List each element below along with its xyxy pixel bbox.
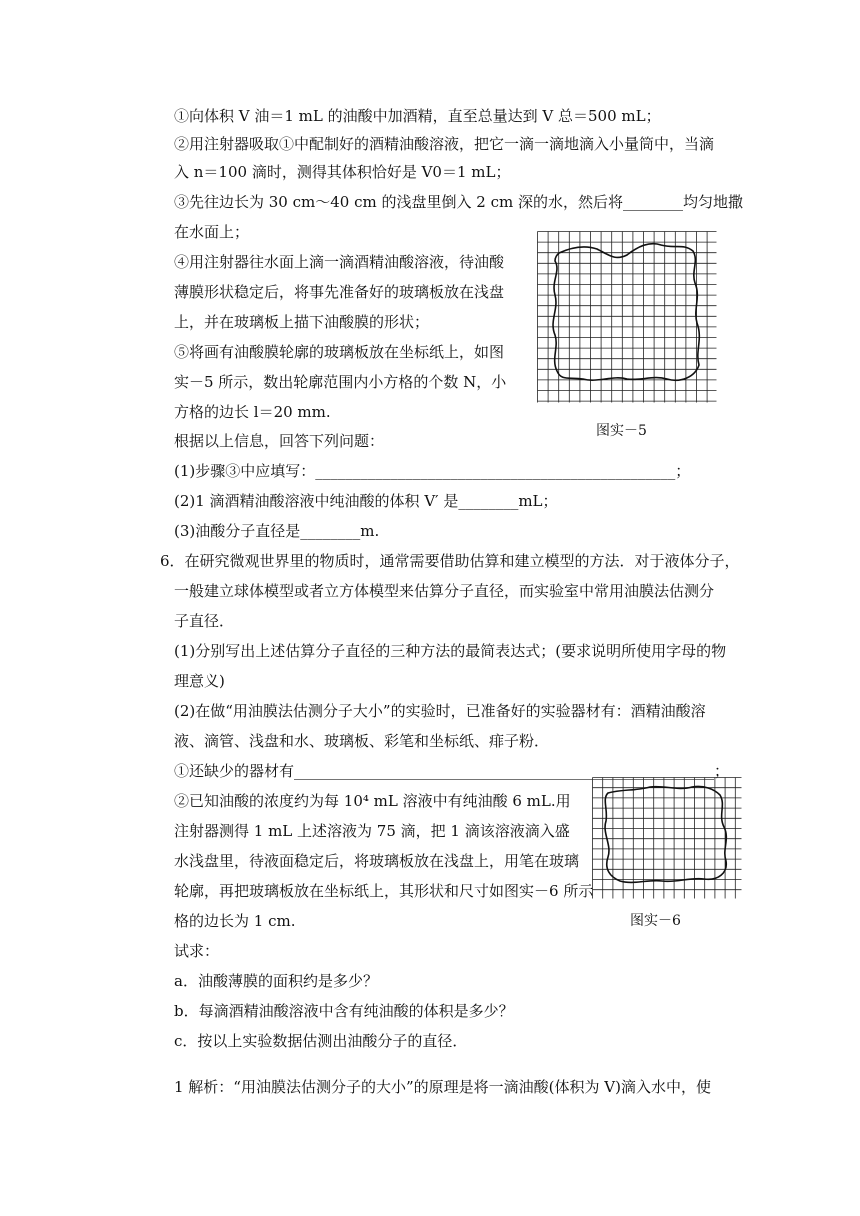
text-line: a．油酸薄膜的面积约是多少？ <box>174 972 378 990</box>
text-line: (2)1 滴酒精油酸溶液中纯油酸的体积 V′ 是________mL； <box>174 492 558 510</box>
text-line: 一般建立球体模型或者立方体模型来估算分子直径，而实验室中常用油膜法估测分 <box>174 582 715 600</box>
figure-6-grid <box>592 777 742 899</box>
figure-5-grid <box>537 231 717 403</box>
text-line: 格的边长为 1 cm. <box>174 912 296 930</box>
text-line: 在水面上； <box>174 223 250 241</box>
text-line: 根据以上信息，回答下列问题： <box>174 432 385 450</box>
text-line: 注射器测得 1 mL 上述溶液为 75 滴，把 1 滴该溶液滴入盛 <box>174 822 570 840</box>
text-line: c．按以上实验数据估测出油酸分子的直径． <box>174 1032 468 1050</box>
text-line: 子直径． <box>174 612 235 630</box>
text-line: b．每滴酒精油酸溶液中含有纯油酸的体积是多少？ <box>174 1002 514 1020</box>
text-line: ①还缺少的器材有________________________________________________________； <box>174 762 730 780</box>
text-line: 轮廓，再把玻璃板放在坐标纸上，其形状和尺寸如图实－6 所示 <box>174 882 594 900</box>
figure-5-caption: 图实－5 <box>596 423 647 439</box>
text-line: 入 n＝100 滴时，测得其体积恰好是 V0＝1 mL； <box>174 163 511 181</box>
text-line: ⑤将画有油酸膜轮廓的玻璃板放在坐标纸上，如图 <box>174 343 505 361</box>
oil-film-outline <box>553 244 699 381</box>
text-line: 实－5 所示，数出轮廓范围内小方格的个数 N，小 <box>174 373 507 391</box>
figure-6-caption: 图实－6 <box>630 913 681 929</box>
text-line: (2)在做“用油膜法估测分子大小”的实验时，已准备好的实验器材有：酒精油酸溶 <box>174 702 706 720</box>
text-line: 薄膜形状稳定后，将事先准备好的玻璃板放在浅盘 <box>174 283 505 301</box>
text-line: 试求： <box>174 942 220 960</box>
answer-line: 1 解析：“用油膜法估测分子的大小”的原理是将一滴油酸(体积为 V)滴入水中，使 <box>174 1078 711 1096</box>
question-6-heading: 6．在研究微观世界里的物质时，通常需要借助估算和建立模型的方法．对于液体分子， <box>160 552 740 570</box>
text-line: ②用注射器吸取①中配制好的酒精油酸溶液，把它一滴一滴地滴入小量筒中，当滴 <box>174 135 715 153</box>
text-line: ②已知油酸的浓度约为每 10⁴ mL 溶液中有纯油酸 6 mL.用 <box>174 792 571 810</box>
text-line: 水浅盘里，待液面稳定后，将玻璃板放在浅盘上，用笔在玻璃 <box>174 852 580 870</box>
text-line: (3)油酸分子直径是________m. <box>174 522 380 540</box>
text-line: 理意义) <box>174 672 225 690</box>
text-line: 上，并在玻璃板上描下油酸膜的形状； <box>174 313 430 331</box>
text-line: ④用注射器往水面上滴一滴酒精油酸溶液，待油酸 <box>174 253 505 271</box>
text-line: 方格的边长 l＝20 mm. <box>174 403 331 421</box>
text-line: 液、滴管、浅盘和水、玻璃板、彩笔和坐标纸、痱子粉． <box>174 732 550 750</box>
text-line: (1)步骤③中应填写：________________________________________________； <box>174 462 691 480</box>
text-line: (1)分别写出上述估算分子直径的三种方法的最简表达式；(要求说明所使用字母的物 <box>174 642 727 660</box>
text-line: ①向体积 V 油＝1 mL 的油酸中加酒精，直至总量达到 V 总＝500 mL； <box>174 107 661 125</box>
text-line: ③先往边长为 30 cm～40 cm 的浅盘里倒入 2 cm 深的水，然后将________均匀地撒 <box>174 193 743 211</box>
